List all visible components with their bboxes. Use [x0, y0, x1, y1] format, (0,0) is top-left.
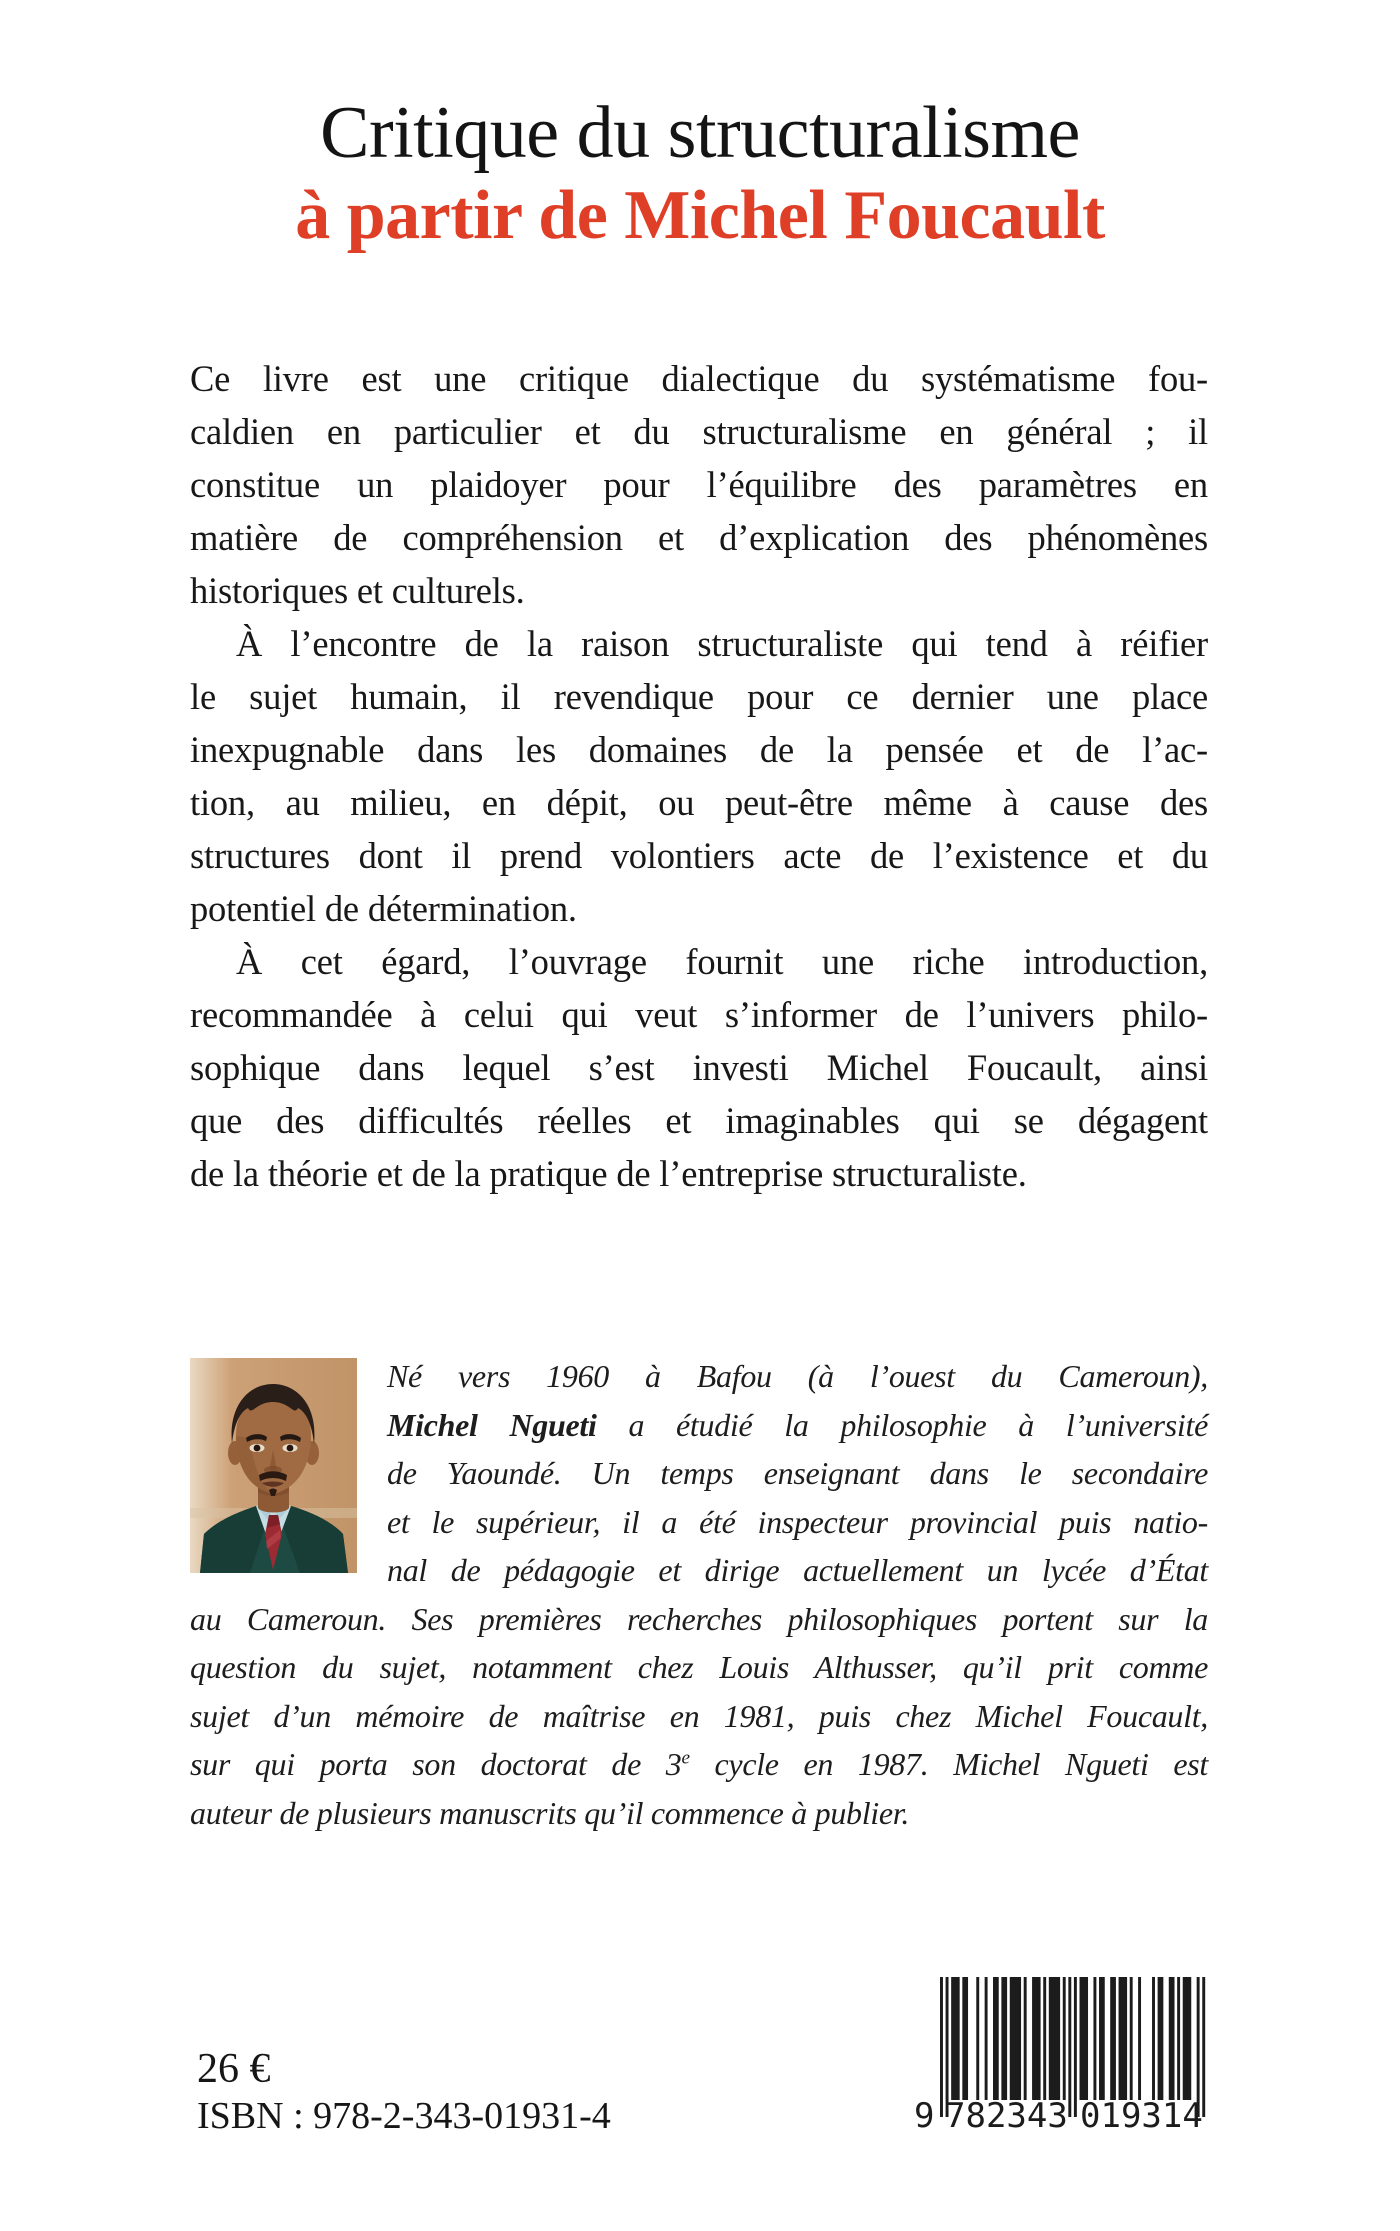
- text-line: constitue un plaidoyer pour l’équilibre des paramètres en: [190, 464, 1208, 505]
- synopsis-paragraph: [190, 935, 1208, 1200]
- text-line: structures dont il prend volontiers acte de l’existence et du: [190, 835, 1208, 876]
- book-title-line1: Critique du structuralisme: [320, 92, 1080, 174]
- text-line: caldien en particulier et du structuralisme en général ; il: [190, 411, 1208, 452]
- text-line: nal de pédagogie et dirige actuellement un lycée d’État: [387, 1552, 1208, 1588]
- barcode: [908, 1977, 1210, 2139]
- text-line: auteur de plusieurs manuscrits qu’il commence à publier.: [190, 1794, 910, 1831]
- text-line: Né vers 1960 à Bafou (à l’ouest du Cameroun),: [387, 1358, 1208, 1394]
- ean13-barcode: [908, 1977, 1210, 2139]
- synopsis-paragraph: [190, 352, 1208, 617]
- price: 26 €: [197, 2046, 271, 2092]
- text-line: potentiel de détermination.: [190, 888, 577, 929]
- author-photo: [190, 1358, 357, 1573]
- text-line: de la théorie et de la pratique de l’entreprise structuraliste.: [190, 1153, 1027, 1194]
- book-title-line2: à partir de Michel Foucault: [295, 177, 1105, 254]
- text-line: le sujet humain, il revendique pour ce dernier une place: [190, 676, 1208, 717]
- text-line: au Cameroun. Ses premières recherches philosophiques portent sur la: [190, 1600, 1208, 1637]
- author-section: [190, 1352, 1208, 1837]
- text-line: sur qui porta son doctorat de 3e cycle en 1987. Michel Ngueti est: [190, 1746, 1208, 1782]
- text-line: inexpugnable dans les domaines de la pensée et de l’ac-: [190, 729, 1208, 770]
- barcode-digits: 019314: [1080, 2096, 1203, 2136]
- synopsis: [190, 352, 1208, 1200]
- text-line: recommandée à celui qui veut s’informer de l’univers philo-: [190, 994, 1208, 1035]
- barcode-digits: 9: [914, 2096, 935, 2136]
- isbn: ISBN : 978-2-343-01931-4: [197, 2095, 611, 2137]
- author-portrait-illustration: [190, 1358, 357, 1573]
- text-line: et le supérieur, il a été inspecteur provincial puis natio-: [387, 1503, 1208, 1540]
- barcode-digits: 782343: [945, 2096, 1068, 2136]
- text-line: historiques et culturels.: [190, 570, 525, 611]
- text-line: matière de compréhension et d’explication des phénomènes: [190, 517, 1208, 558]
- text-line: À cet égard, l’ouvrage fournit une riche introduction,: [236, 941, 1208, 982]
- synopsis-paragraph: [190, 617, 1208, 935]
- text-line: sophique dans lequel s’est investi Michel Foucault, ainsi: [190, 1047, 1208, 1088]
- text-line: que des difficultés réelles et imaginables qui se dégagent: [190, 1100, 1208, 1141]
- text-line: tion, au milieu, en dépit, ou peut-être même à cause des: [190, 782, 1208, 823]
- text-line: À l’encontre de la raison structuraliste qui tend à réifier: [236, 623, 1208, 664]
- text-line: de Yaoundé. Un temps enseignant dans le secondaire: [387, 1455, 1208, 1491]
- text-line: Ce livre est une critique dialectique du systématisme fou-: [190, 358, 1208, 399]
- text-line: Michel Ngueti a étudié la philosophie à l’université: [387, 1406, 1208, 1443]
- text-line: sujet d’un mémoire de maîtrise en 1981, puis chez Michel Foucault,: [190, 1697, 1208, 1734]
- text-line: question du sujet, notamment chez Louis Althusser, qu’il prit comme: [190, 1649, 1208, 1685]
